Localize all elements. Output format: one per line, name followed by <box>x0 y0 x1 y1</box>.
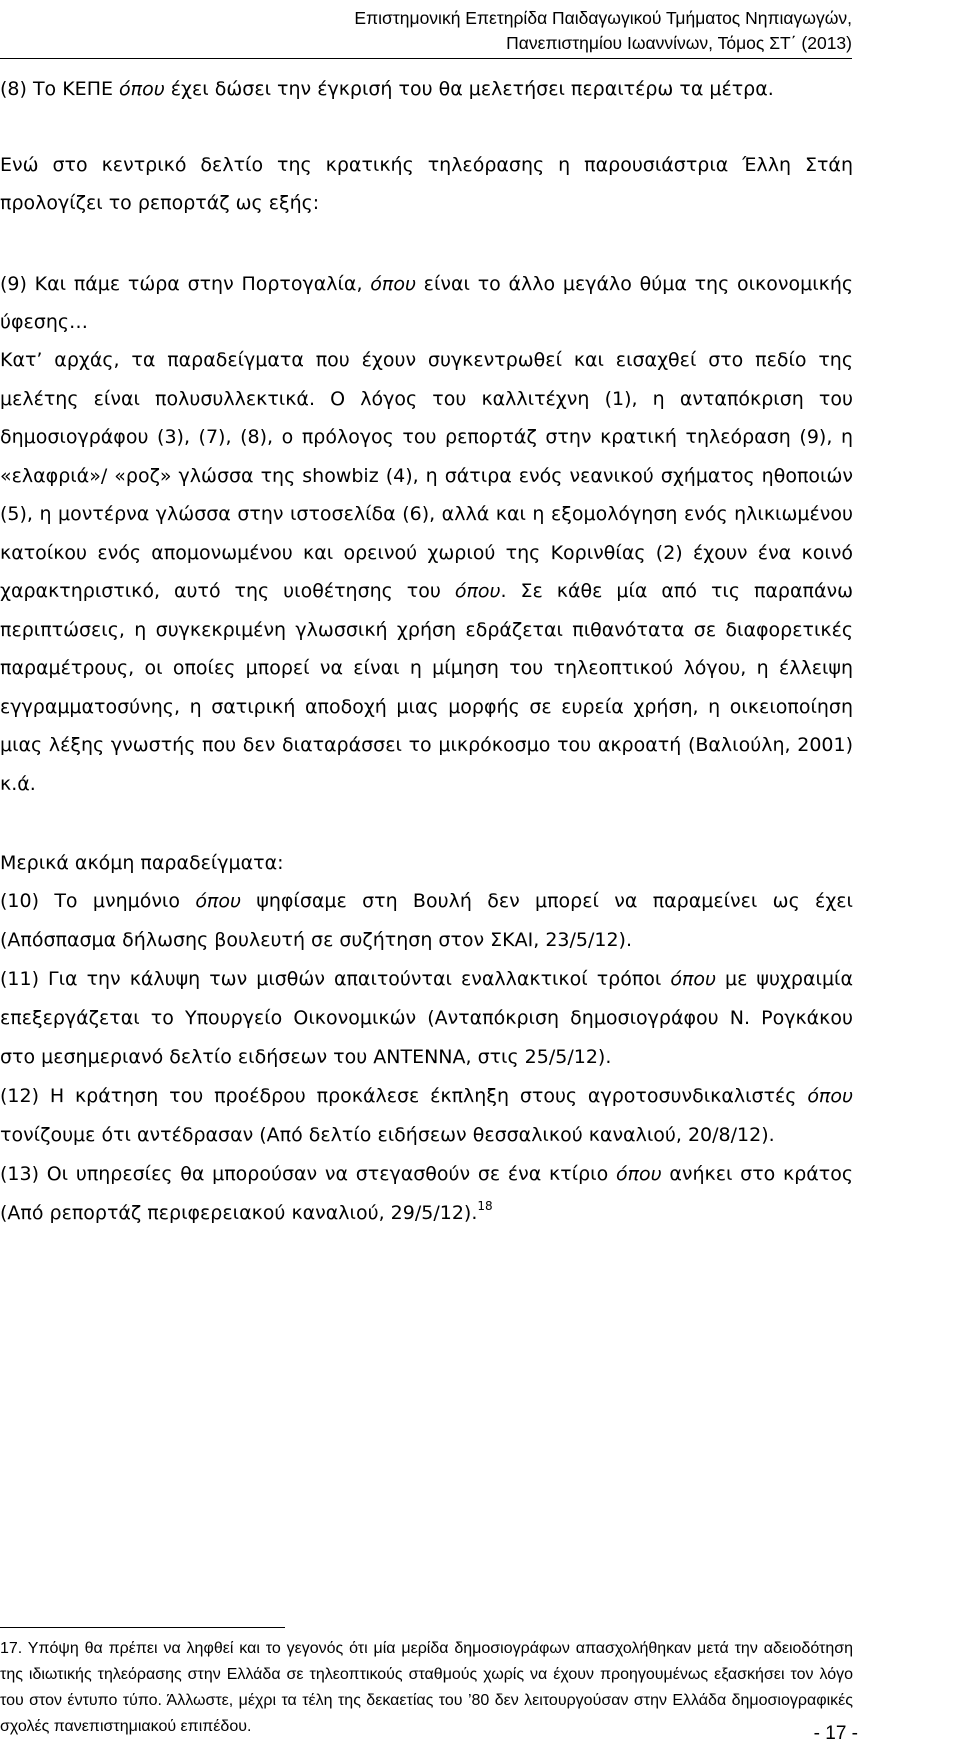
keyword-opou: όπου <box>670 968 717 990</box>
example-9: (9) Και πάμε τώρα στην Πορτογαλία, όπου είναι το άλλο μεγάλο θύμα της οικονομικής ύφεσης… <box>0 273 854 333</box>
footnote-divider <box>0 1627 285 1628</box>
example-11: (11) Για την κάλυψη των μισθών απαιτούνται εναλλακτικοί τρόποι όπου με ψυχραιμία επεξεργάζεται το Υπουργείο Οικονομικών (Ανταπόκριση δημοσιογράφου Ν. Ρογκάκου στο μεσημεριανό δελτίο ειδήσεων του ΑΝΤΕΝΝΑ, στις 25/5/12). <box>0 968 853 1068</box>
analysis-paragraph: Κατ’ αρχάς, τα παραδείγματα που έχουν συγκεντρωθεί και εισαχθεί στο πεδίο της μελέτης είναι πολυσυλλεκτικά. Ο λόγος του καλλιτέχνη (1), η ανταπόκριση του δημοσιογράφου (3), (7), (8), ο πρόλογος του ρεπορτάζ στην κρατική τηλεόραση (9), η «ελαφριά»/ «ροζ» γλώσσα της showbiz (4), η σάτιρα ενός νεανικού σχήματος ηθοποιών (5), η μοντέρνα γλώσσα στην ιστοσελίδα (6), αλλά και η εξομολόγηση ενός ηλικιωμένου κατοίκου ενός απομονωμένου και ορεινού χωριού της Κορινθίας (2) έχουν ένα κοινό χαρακτηριστικό, αυτό της υιοθέτησης του όπου. Σε κάθε μία από τις παραπάνω περιπτώσεις, η συγκεκριμένη γλωσσική χρήση εδράζεται πιθανότατα σε διαφορετικές παραμέτρους, οι οποίες μπορεί να είναι η μίμηση του τηλεοπτικού λόγου, η έλλειψη εγγραμματοσύνης, η σατιρική αποδοχή μιας μορφής σε ευρεία χρήση, η οικειοποίηση μιας λέξης γνωστής που δεν διαταράσσει το μικρόκοσμο του ακροατή (Βαλιούλη, 2001) κ.ά. <box>0 349 854 795</box>
header-volume-info: Πανεπιστημίου Ιωαννίνων, Τόμος ΣΤ΄ (2013) <box>506 33 852 53</box>
page-body <box>0 70 853 1233</box>
example-12: (12) Η κράτηση του προέδρου προκάλεσε έκπληξη στους αγροτοσυνδικαλιστές όπου τονίζουμε ότι αντέδρασαν (Από δελτίο ειδήσεων θεσσαλικού καναλιού, 20/8/12). <box>0 1085 853 1146</box>
footnote-17: 17. Υπόψη θα πρέπει να ληφθεί και το γεγονός ότι μία μερίδα δημοσιογράφων απασχολήθηκαν μετά την αδειοδότηση της ιδιωτικής τηλεόρασης στην Ελλάδα σε τηλεοπτικούς σταθμούς χωρίς να έχουν προηγουμένως εξασκήσει τον λόγο του στον έντυπο τύπο. Άλλωστε, μέχρι τα τέλη της δεκαετίας του ’80 δεν λειτουργούσαν στην Ελλάδα δημοσιογραφικές σχολές πανεπιστημιακού επιπέδου. <box>0 1640 853 1735</box>
header-divider <box>0 58 852 59</box>
example-10: (10) Το μνημόνιο όπου ψηφίσαμε στη Βουλή δεν μπορεί να παραμείνει ως έχει (Απόσπασμα δήλωσης βουλευτή σε συζήτηση στον ΣΚΑΙ, 23/5/12). <box>0 890 853 951</box>
page-number: - 17 - <box>813 1723 858 1744</box>
example-13: (13) Οι υπηρεσίες θα μπορούσαν να στεγασθούν σε ένα κτίριο όπου ανήκει στο κράτος (Από ρεπορτάζ περιφερειακού καναλιού, 29/5/12).$^{18}$ <box>0 1163 853 1224</box>
header-journal-title: Επιστημονική Επετηρίδα Παιδαγωγικού Τμήματος Νηπιαγωγών, <box>354 8 852 28</box>
keyword-opou: όπου <box>370 273 416 295</box>
example-8: (8) Το ΚΕΠΕ όπου έχει δώσει την έγκρισή του θα μελετήσει περαιτέρω τα μέτρα. <box>0 78 774 100</box>
keyword-opou: όπου <box>195 890 241 912</box>
keyword-opou: όπου <box>119 78 165 100</box>
keyword-opou: όπου <box>454 580 501 602</box>
more-examples-heading: Μερικά ακόμη παραδείγματα: <box>0 852 284 874</box>
keyword-opou: όπου <box>807 1085 853 1107</box>
footnote-marker-18[interactable]: 18 <box>477 1199 493 1213</box>
intro-paragraph: Ενώ στο κεντρικό δελτίο της κρατικής τηλεόρασης η παρουσιάστρια Έλλη Στάη προλογίζει το ρεπορτάζ ως εξής: <box>0 154 853 214</box>
running-header <box>354 6 852 56</box>
keyword-opou: όπου <box>615 1163 662 1185</box>
